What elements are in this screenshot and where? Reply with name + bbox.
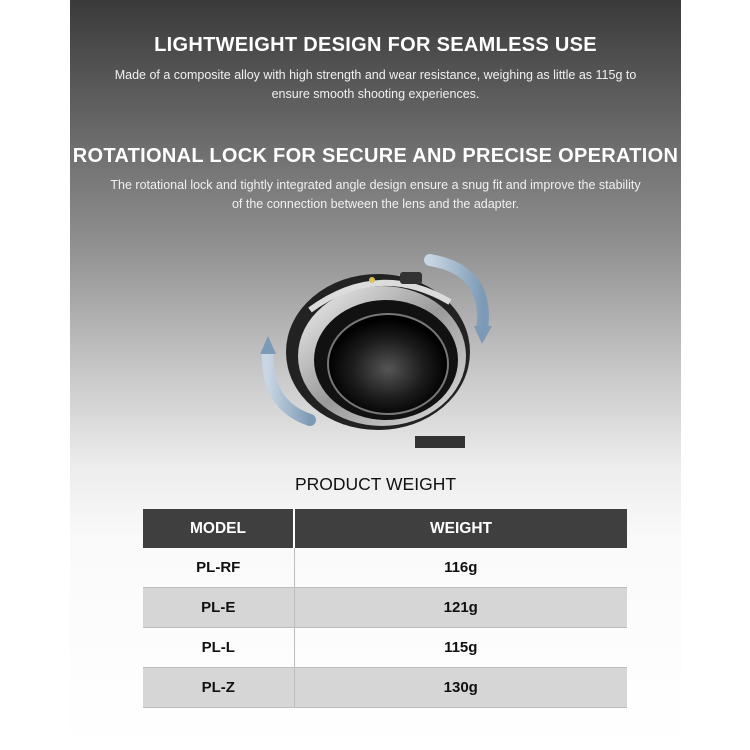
weight-cell: 130g [294,668,627,708]
section-text-lightweight: Made of a composite alloy with high strength and wear resistance, weighing as little as 115g to ensure smooth shooting experiences. [114,68,637,101]
column-header-model: MODEL [143,509,294,548]
product-weight-title: PRODUCT WEIGHT [294,474,457,494]
table-row [143,628,627,668]
weight-cell: 121g [294,588,627,628]
product-weight-table [143,509,627,708]
column-header-weight: WEIGHT [294,509,627,548]
section-title-rotational-lock: ROTATIONAL LOCK FOR SECURE AND PRECISE OPERATION [72,145,679,167]
table-row [143,548,627,588]
model-cell: PL-L [143,628,294,668]
section-text-rotational-lock: The rotational lock and tightly integrated angle design ensure a snug fit and improve the stability of the connection between the lens and the adapter. [110,178,641,211]
section-title-lightweight: LIGHTWEIGHT DESIGN FOR SEAMLESS USE [154,34,597,56]
table-row [143,668,627,708]
model-cell: PL-E [143,588,294,628]
model-cell: PL-Z [143,668,294,708]
table-header-row [143,509,627,548]
weight-cell: 115g [294,628,627,668]
weight-cell: 116g [294,548,627,588]
model-cell: PL-RF [143,548,294,588]
table-row [143,588,627,628]
feature-panel [70,0,681,750]
lens-adapter-image [260,240,510,450]
